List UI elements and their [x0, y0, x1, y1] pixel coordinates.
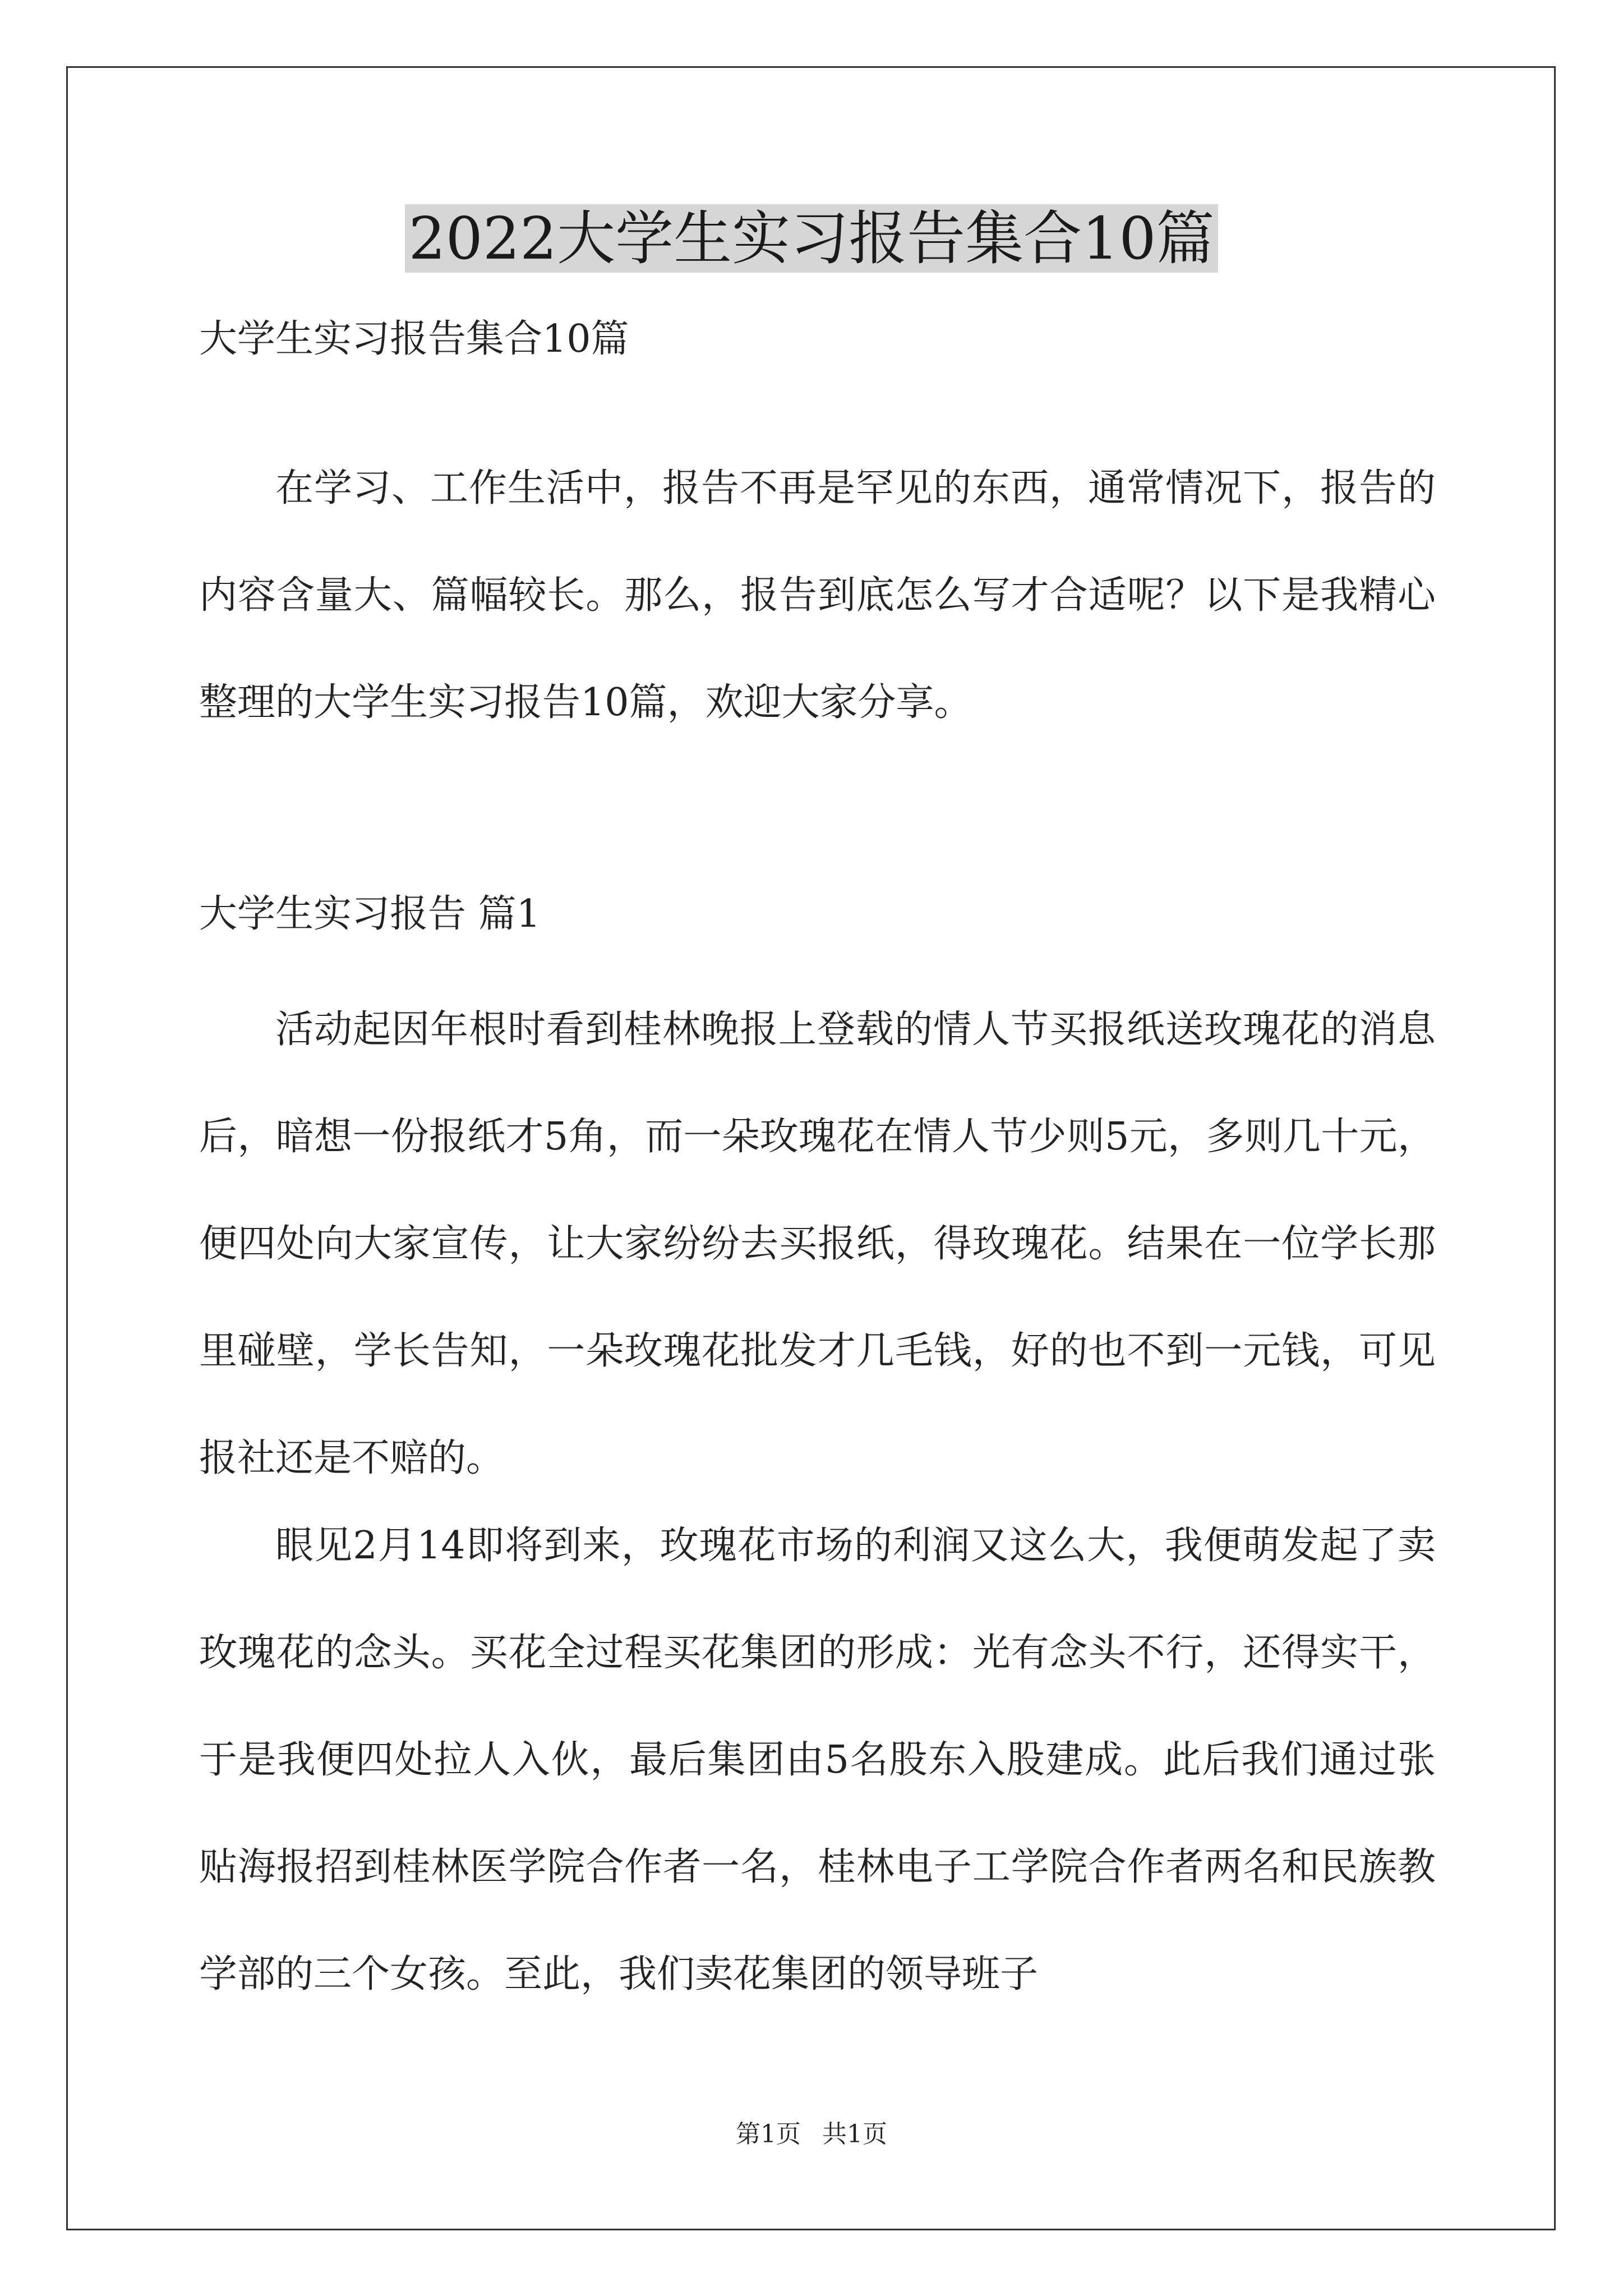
- section-1-paragraph-2: 眼见2月14即将到来，玫瑰花市场的利润又这么大，我便萌发起了卖玫瑰花的念头。买花全过程买花集团的形成：光有念头不行，还得实干，于是我便四处拉人入伙，最后集团由5名股东入股建成。此后我们通过张贴海报招到桂林医学院合作者一名，桂林电子工学院合作者两名和民族教学部的三个女孩。至此，我们卖花集团的领导班子: [199, 1524, 1436, 1996]
- page-number-total: 共1页: [822, 2120, 887, 2148]
- document-title: [0, 199, 1623, 278]
- section-1-paragraph-1: 活动起因年根时看到桂林晚报上登载的情人节买报纸送玫瑰花的消息后，暗想一份报纸才5角，而一朵玫瑰花在情人节少则5元，多则几十元，便四处向大家宣传，让大家纷纷去买报纸，得玫瑰花。结果在一位学长那里碰壁，学长告知，一朵玫瑰花批发才几毛钱，好的也不到一元钱，可见报社还是不赔的。: [199, 1007, 1436, 1480]
- page-number-current: 第1页: [736, 2120, 801, 2148]
- intro-block: [199, 435, 1436, 771]
- intro-paragraph: 在学习、工作生活中，报告不再是罕见的东西，通常情况下，报告的内容含量大、篇幅较长。那么，报告到底怎么写才合适呢？以下是我精心整理的大学生实习报告10篇，欢迎大家分享。: [199, 466, 1436, 725]
- section-1-paragraph-1-block: [199, 976, 1436, 1515]
- document-subtitle: 大学生实习报告集合10篇: [199, 317, 629, 361]
- section-1-paragraph-2-block: [199, 1492, 1436, 2109]
- page-footer: [0, 2118, 1623, 2151]
- section-1-heading: 大学生实习报告 篇1: [199, 892, 541, 936]
- document-title-text: 2022大学生实习报告集合10篇: [405, 204, 1218, 273]
